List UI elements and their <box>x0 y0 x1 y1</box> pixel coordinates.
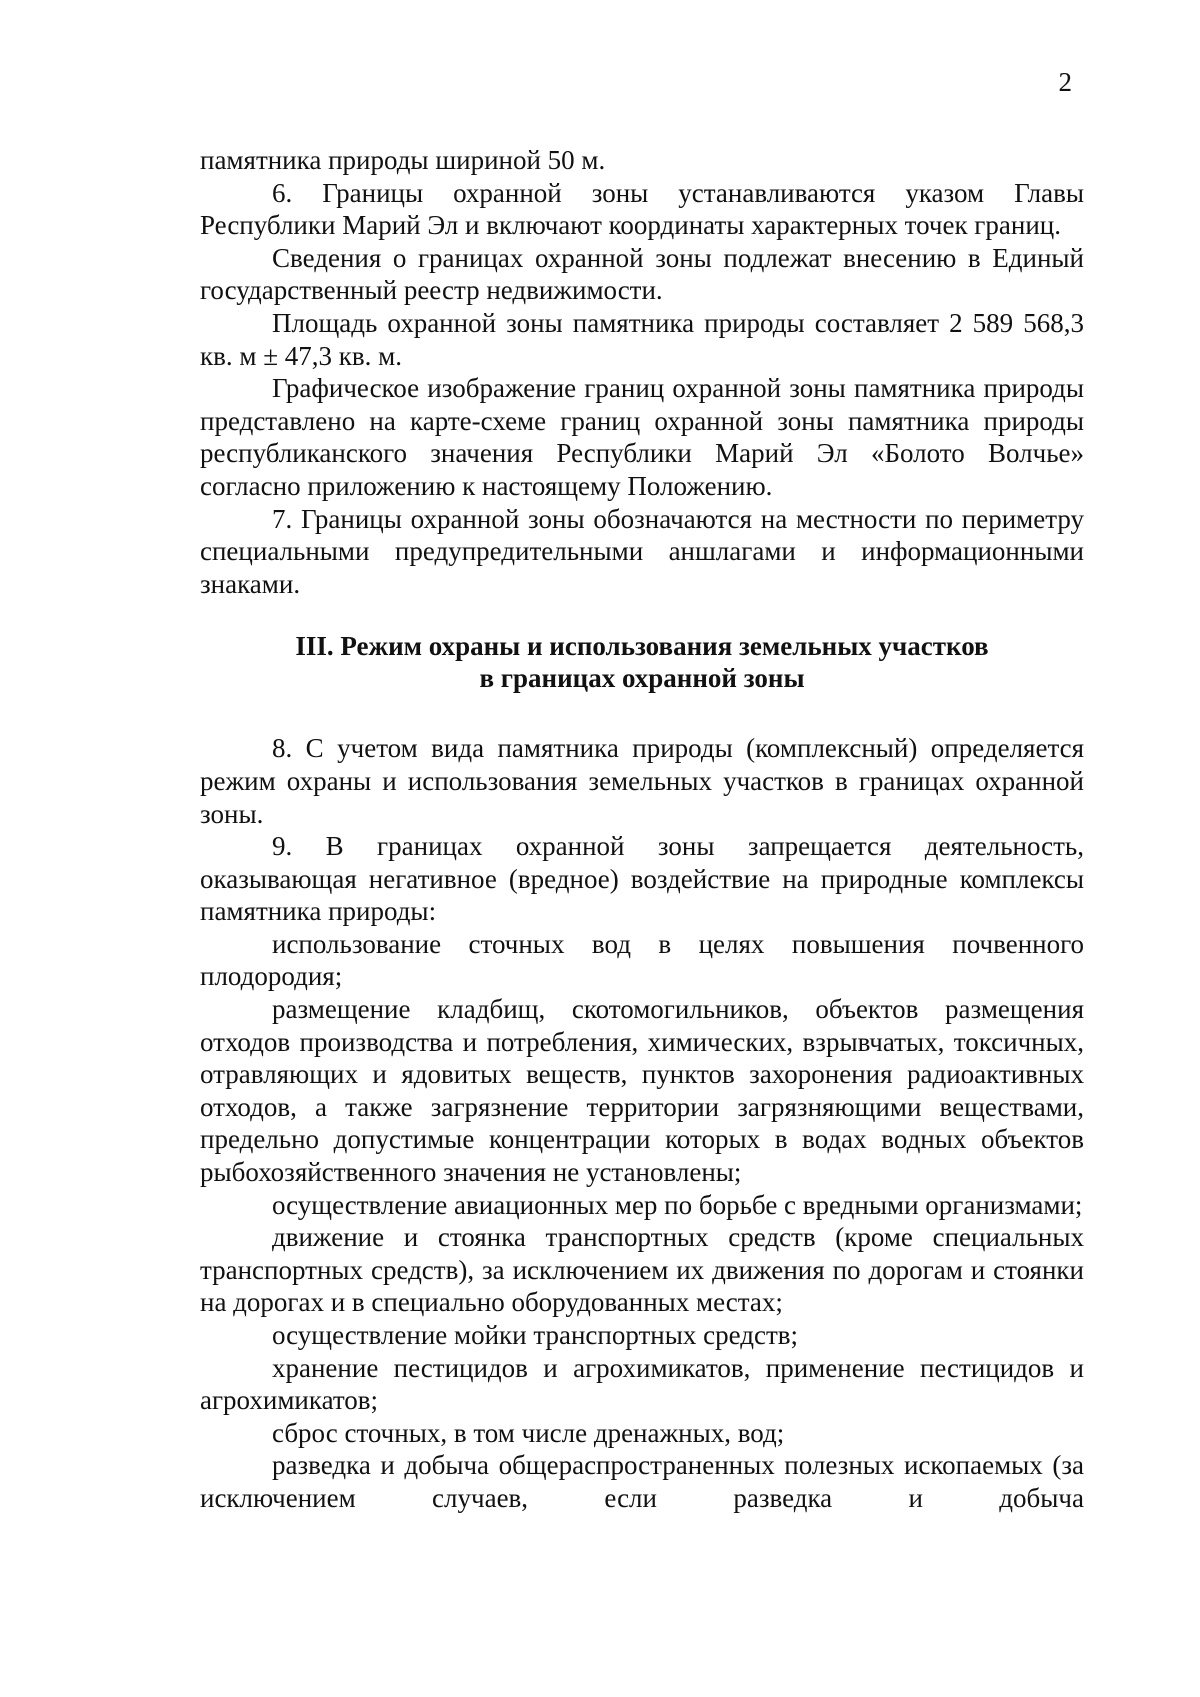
section-heading-line-1: III. Режим охраны и использования земельных участков <box>295 631 989 662</box>
list-item-mining: разведка и добыча общераспространенных полезных ископаемых (за исключением случаев, если разведка и добыча <box>200 1450 1084 1513</box>
paragraph-graphic-image: Графическое изображение границ охранной зоны памятника природы представлено на карте-схеме границ охранной зоны памятника природы республиканского значения Республики Марий Эл «Болото Волчье» согласно приложению к настоящему Положению. <box>200 373 1084 501</box>
paragraph-item-8: 8. С учетом вида памятника природы (комплексный) определяется режим охраны и использования земельных участков в границах охранной зоны. <box>200 733 1084 829</box>
list-item-discharge: сброс сточных, в том числе дренажных, вод; <box>272 1417 785 1448</box>
paragraph-item-6: 6. Границы охранной зоны устанавливаются указом Главы Республики Марий Эл и включают координаты характерных точек границ. <box>200 177 1084 241</box>
paragraph-egrn-info: Сведения о границах охранной зоны подлежат внесению в Единый государственный реестр недвижимости. <box>200 242 1084 306</box>
paragraph-item-9: 9. В границах охранной зоны запрещается деятельность, оказывающая негативное (вредное) воздействие на природные комплексы памятника природы: <box>200 831 1084 927</box>
list-item-cemeteries: размещение кладбищ, скотомогильников, объектов размещения отходов производства и потребления, химических, взрывчатых, токсичных, отравляющих и ядовитых веществ, пунктов захоронения радиоактивных отходов, а также загрязнение территории загрязняющими веществами, предельно допустимые концентрации которых в водах водных объектов рыбохозяйственного значения не установлены; <box>200 994 1084 1188</box>
list-item-washing: осуществление мойки транспортных средств; <box>272 1320 799 1350</box>
list-item-pesticides: хранение пестицидов и агрохимикатов, применение пестицидов и агрохимикатов; <box>200 1352 1084 1416</box>
page-number: 2 <box>1058 67 1072 97</box>
paragraph-area: Площадь охранной зоны памятника природы составляет 2 589 568,3 кв. м ± 47,3 кв. м. <box>200 307 1084 371</box>
list-item-aviation: осуществление авиационных мер по борьбе с вредными организмами; <box>272 1189 1083 1220</box>
list-item-wastewater-use: использование сточных вод в целях повышения почвенного плодородия; <box>200 928 1084 992</box>
paragraph-item-7: 7. Границы охранной зоны обозначаются на местности по периметру специальными предупредительными аншлагами и информационными знаками. <box>200 503 1084 599</box>
section-heading <box>200 630 1084 694</box>
section-heading-line-2: в границах охранной зоны <box>479 663 805 694</box>
paragraph-continuation: памятника природы шириной 50 м. <box>200 145 606 175</box>
document-body <box>200 144 1084 1515</box>
list-item-vehicles: движение и стоянка транспортных средств (кроме специальных транспортных средств), за исключением их движения по дорогам и стоянки на дорогах и в специально оборудованных местах; <box>200 1222 1084 1318</box>
